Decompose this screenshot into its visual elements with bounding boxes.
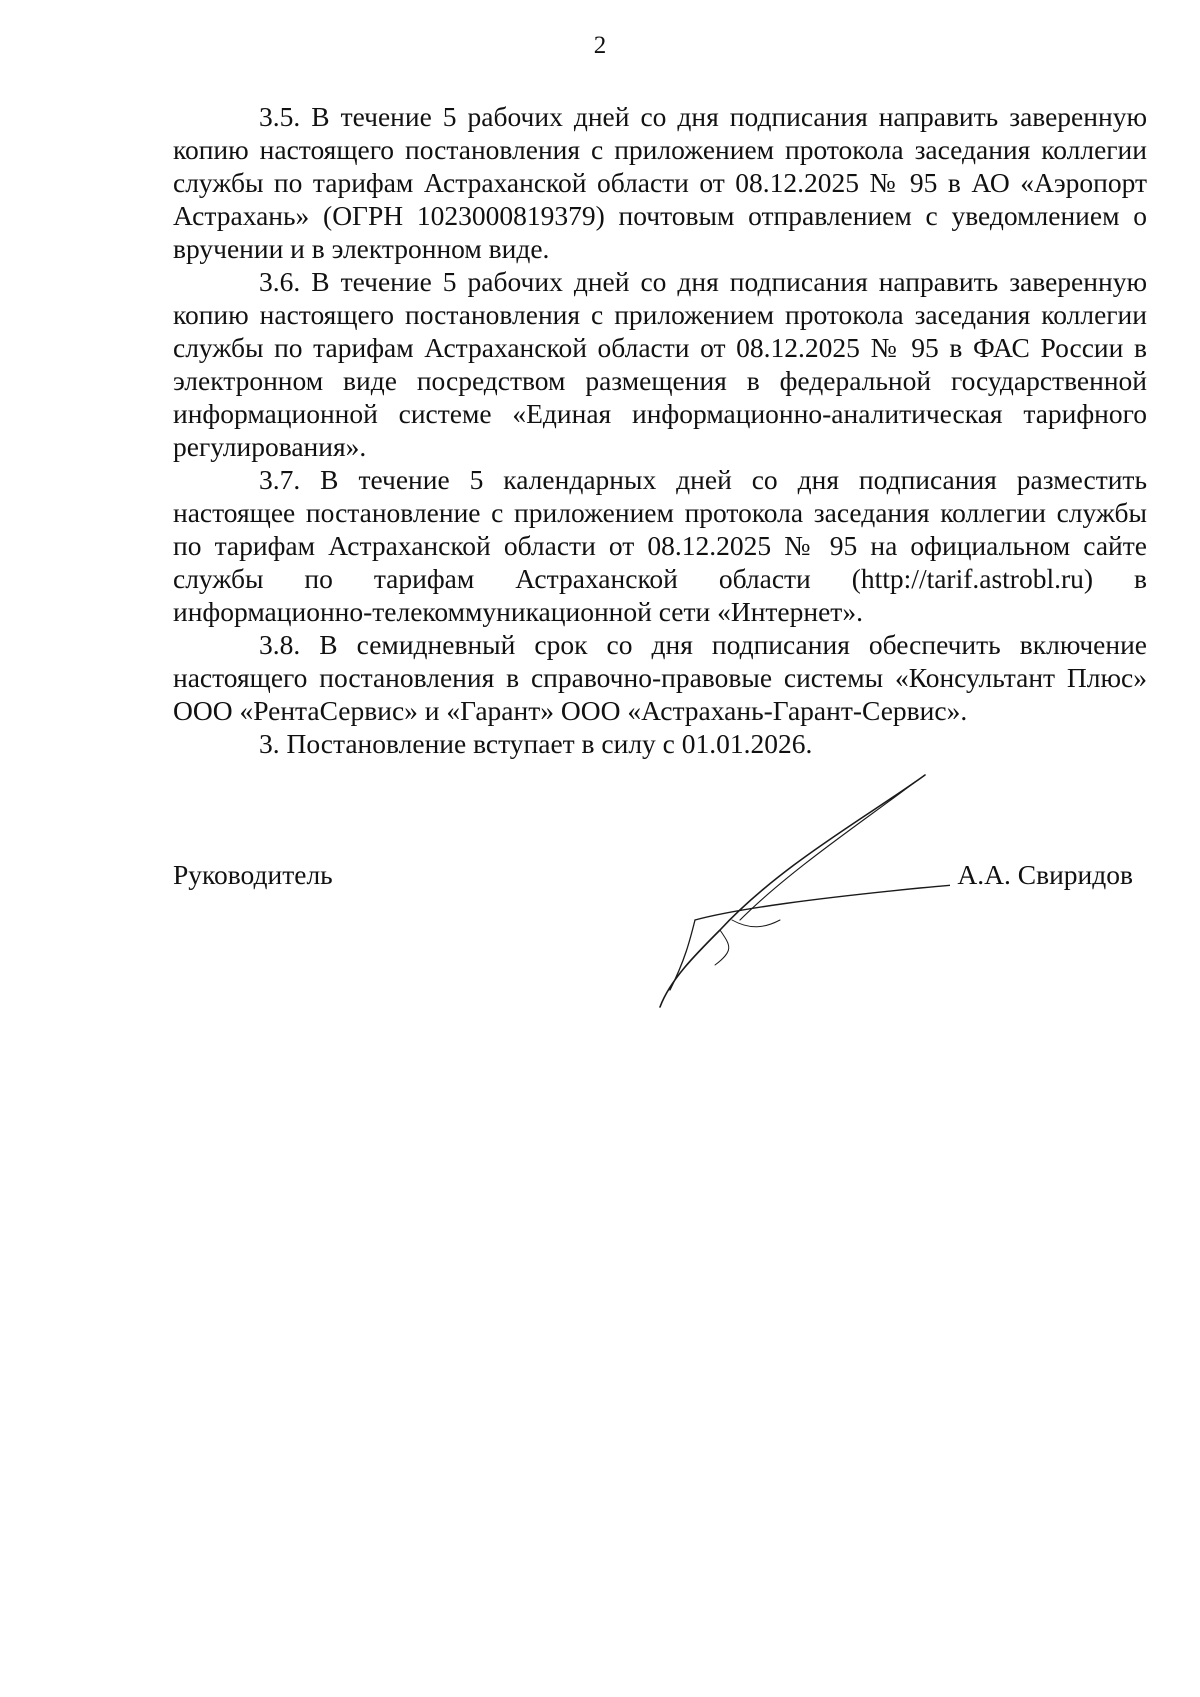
handwritten-signature-icon [640,770,950,1030]
signer-name: А.А. Свиридов [957,859,1133,890]
paragraph-3-6: 3.6. В течение 5 рабочих дней со дня подписания направить заверенную копию настоящего постановления с приложением протокола заседания коллегии службы по тарифам Астраханской области от 08.12.2025 № 95 в ФАС России в электронном виде посредством размещения в федеральной государственной информационной системе «Единая информационно-аналитическая тарифного регулирования». [173,266,1147,462]
signer-position: Руководитель [173,859,333,890]
paragraph-3-7: 3.7. В течение 5 календарных дней со дня подписания разместить настоящее постановление с приложением протокола заседания коллегии службы по тарифам Астраханской области от 08.12.2025 № 95 на официальном сайте службы по тарифам Астраханской области (http://tarif.astrobl.ru) в информационно-телекоммуникационной сети «Интернет». [173,464,1147,627]
paragraph-3-5: 3.5. В течение 5 рабочих дней со дня подписания направить заверенную копию настоящего постановления с приложением протокола заседания коллегии службы по тарифам Астраханской области от 08.12.2025 № 95 в АО «Аэропорт Астрахань» (ОГРН 1023000819379) почтовым отправлением с уведомлением о вручении и в электронном виде. [173,101,1147,264]
paragraph-3-effective-date: 3. Постановление вступает в силу с 01.01.2026. [259,728,813,759]
page-number: 2 [593,32,607,59]
paragraph-3-8: 3.8. В семидневный срок со дня подписания обеспечить включение настоящего постановления в справочно-правовые системы «Консультант Плюс» ООО «РентаСервис» и «Гарант» ООО «Астрахань-Гарант-Сервис». [173,629,1147,726]
document-body [173,100,1147,760]
